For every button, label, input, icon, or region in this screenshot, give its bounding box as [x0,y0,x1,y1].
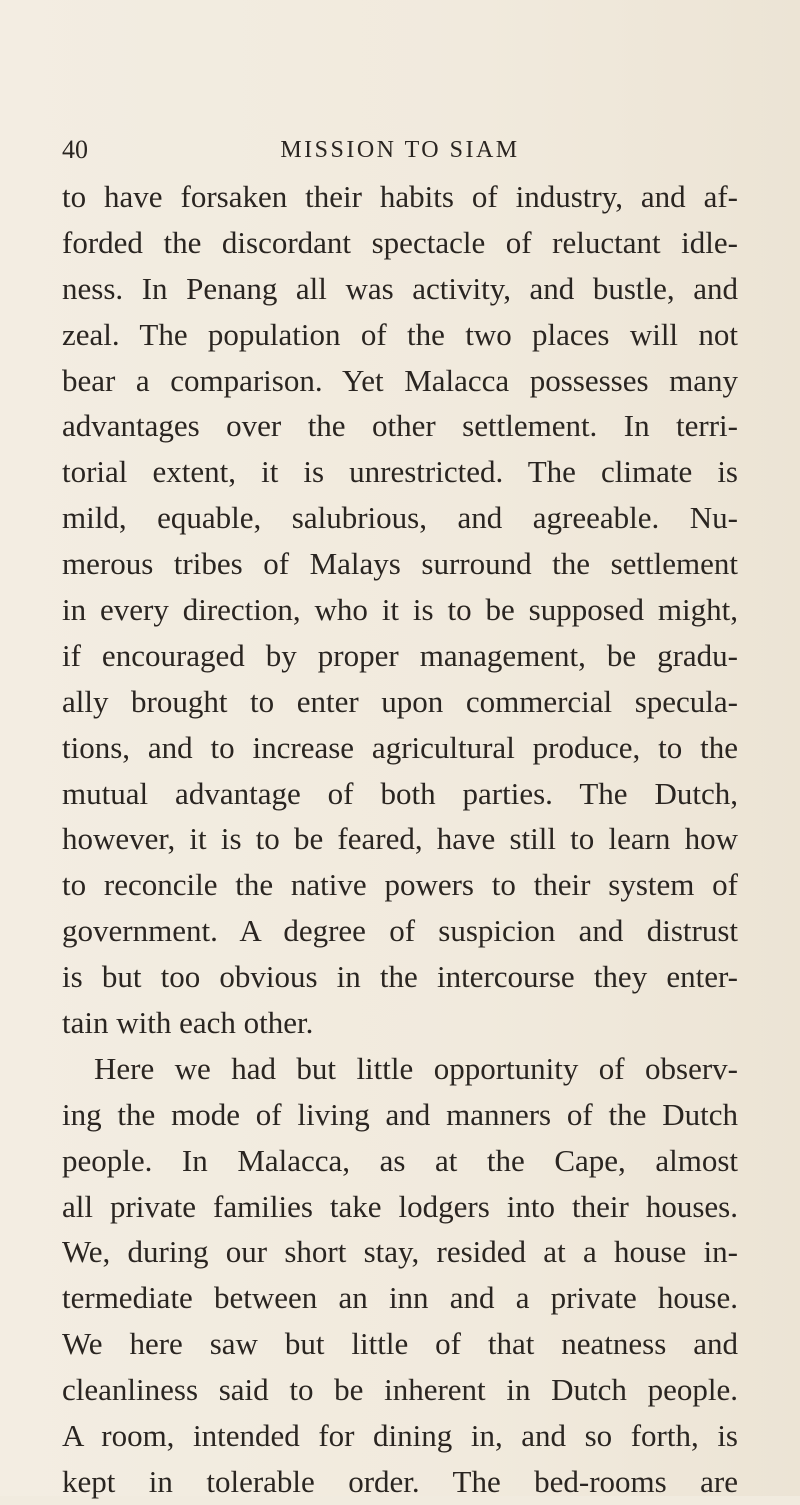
text-line: tions, and to increase agricultural produce, to the [62,729,738,765]
text-line: all private families take lodgers into their houses. [62,1188,738,1224]
text-line: if encouraged by proper management, be gradu- [62,637,738,673]
paragraph [62,1046,738,1505]
text-line: forded the discordant spectacle of reluctant idle- [62,224,738,260]
text-line: to reconcile the native powers to their system of [62,867,738,903]
running-head: MISSION TO SIAM [280,137,520,163]
body-text [62,174,738,1505]
text-line: mild, equable, salubrious, and agreeable. Nu- [62,500,738,536]
text-line: advantages over the other settlement. In terri- [62,408,738,444]
text-line: in every direction, who it is to be supposed might, [62,592,738,628]
text-line: people. In Malacca, as at the Cape, almost [62,1142,738,1178]
text-line: We here saw but little of that neatness and [62,1326,738,1362]
text-line: government. A degree of suspicion and distrust [62,913,738,949]
page-number: 40 [62,135,88,164]
text-line: merous tribes of Malays surround the settlement [62,546,738,582]
text-line: ing the mode of living and manners of the Dutch [62,1096,738,1132]
text-line: to have forsaken their habits of industry, and af- [62,179,738,214]
paragraph [62,174,738,1046]
text-line: mutual advantage of both parties. The Dutch, [62,775,738,811]
text-line: termediate between an inn and a private house. [62,1280,738,1316]
text-line: kept in tolerable order. The bed-rooms are [62,1463,738,1499]
text-line: ally brought to enter upon commercial specula- [62,683,738,719]
page-header [62,130,738,170]
text-line: bear a comparison. Yet Malacca possesses many [62,362,738,398]
text-line: zeal. The population of the two places will not [62,316,738,352]
text-line: tain with each other. [62,1005,314,1041]
text-line: however, it is to be feared, have still to learn how [62,821,738,857]
text-line: is but too obvious in the intercourse they enter- [62,959,738,995]
text-line: A room, intended for dining in, and so forth, is [62,1418,738,1454]
text-line: We, during our short stay, resided at a house in- [62,1234,738,1270]
text-line: ness. In Penang all was activity, and bustle, and [62,270,738,306]
text-line: torial extent, it is unrestricted. The climate is [62,454,738,490]
text-line: cleanliness said to be inherent in Dutch people. [62,1372,738,1408]
text-line: Here we had but little opportunity of observ- [94,1050,738,1086]
